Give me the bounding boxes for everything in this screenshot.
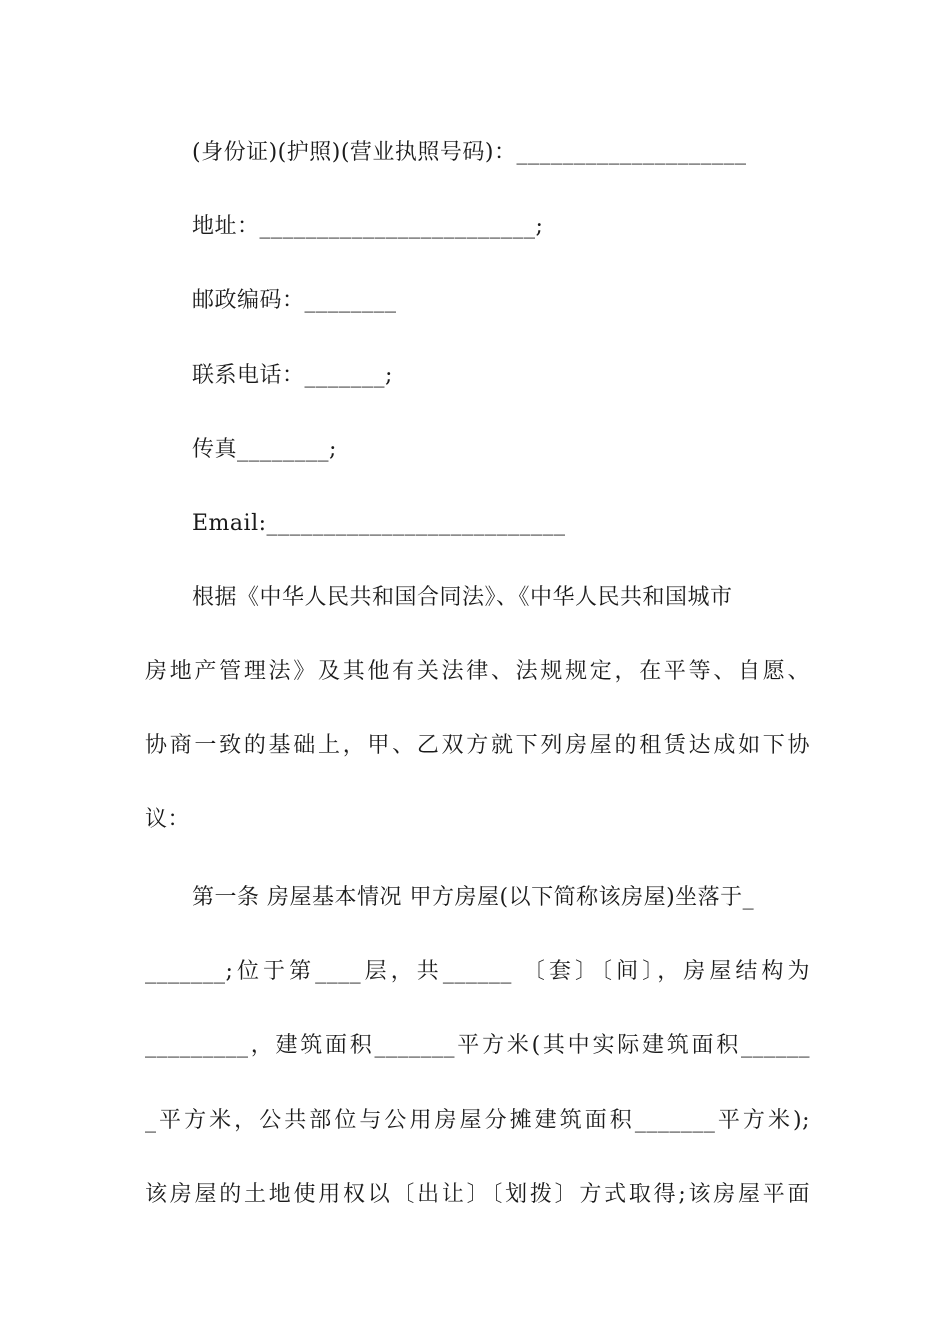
article-one-line-4: _平方米，公共部位与公用房屋分摊建筑面积_______平方米); [145,1108,810,1133]
preamble-line-2: 房地产管理法》及其他有关法律、法规规定，在平等、自愿、 [145,659,810,684]
preamble-line-4: 议： [145,807,191,832]
postal-code-field-line: 邮政编码：________ [192,288,397,313]
phone-field-line: 联系电话：_______; [192,363,393,388]
address-field-line: 地址：________________________; [192,214,544,239]
email-field-line: Email:__________________________ [192,511,566,536]
article-one-line-5: 该房屋的土地使用权以〔出让〕〔划拨〕方式取得;该房屋平面 [145,1182,810,1207]
article-one-line-3: _________，建筑面积_______平方米(其中实际建筑面积______ [145,1033,810,1058]
article-one-line-2: _______;位于第____层，共______ 〔套〕〔间〕，房屋结构为 [145,959,810,984]
id-number-field-line: (身份证)(护照)(营业执照号码)：____________________ [192,140,747,165]
article-one-line-1: 第一条 房屋基本情况 甲方房屋(以下简称该房屋)坐落于_ [192,885,755,910]
preamble-line-1: 根据《中华人民共和国合同法》、《中华人民共和国城市 [192,585,733,610]
preamble-line-3: 协商一致的基础上，甲、乙双方就下列房屋的租赁达成如下协 [145,733,810,758]
fax-field-line: 传真________; [192,437,337,462]
